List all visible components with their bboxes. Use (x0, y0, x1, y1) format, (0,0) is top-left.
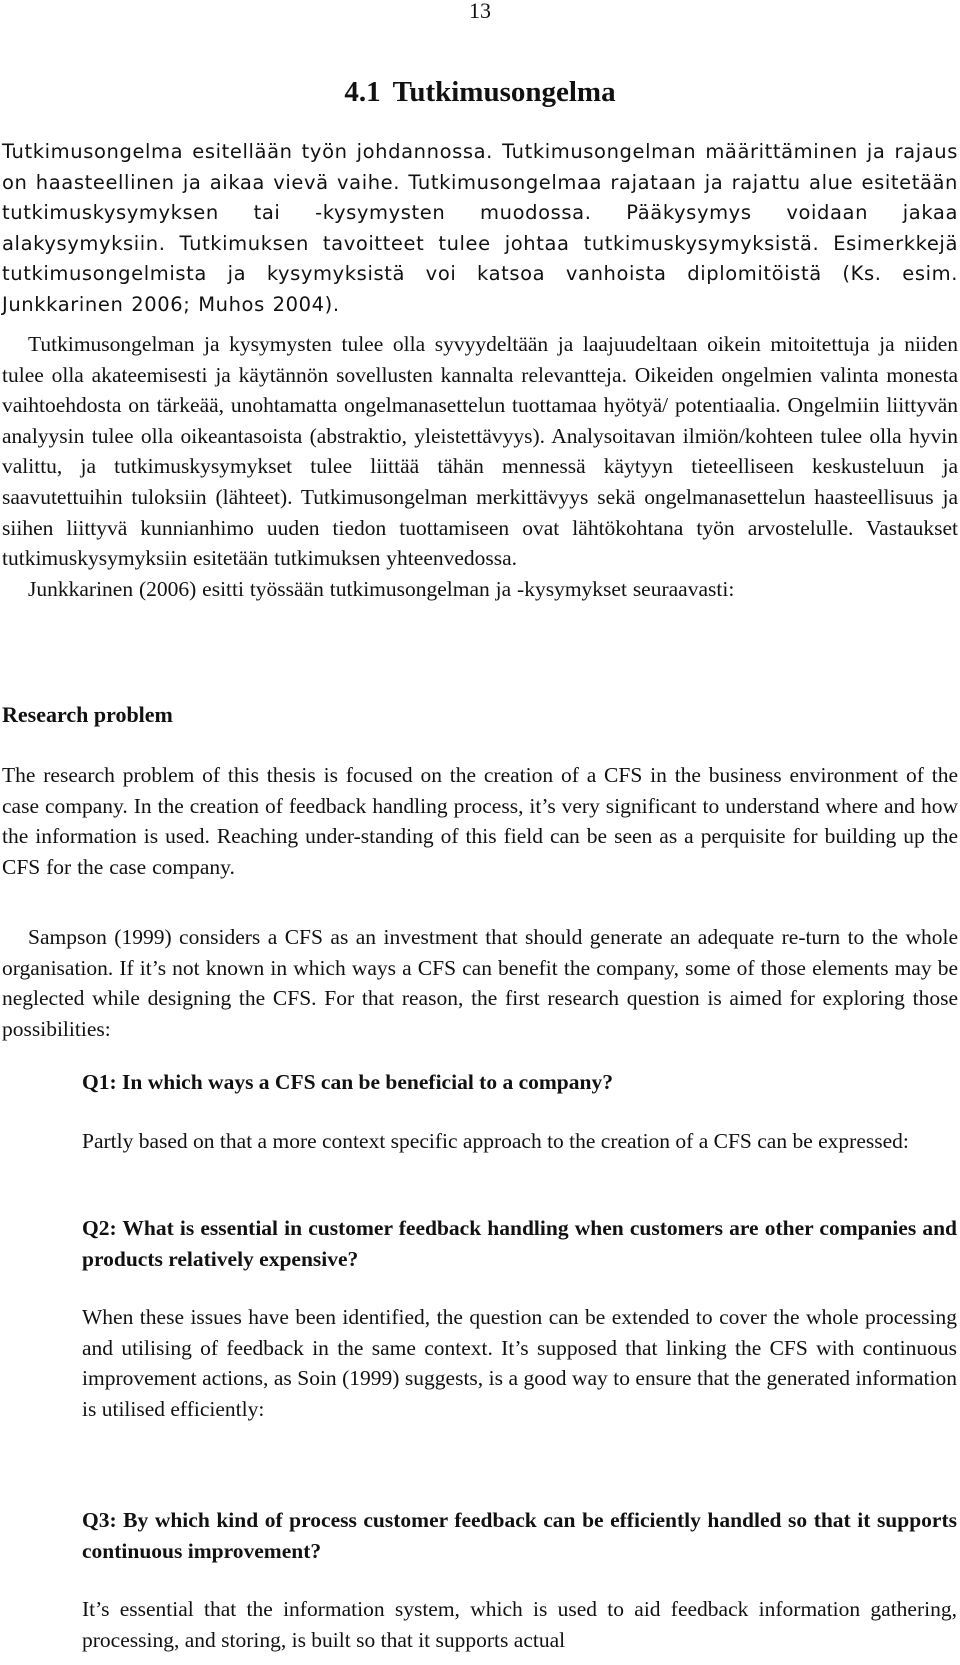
finnish-body-text (2, 329, 958, 604)
section-title: Tutkimusongelma (392, 76, 616, 108)
finnish-paragraph-2: Tutkimusongelman ja kysymysten tulee olla syvyydeltään ja laajuudeltaan oikein mitoitettuja ja niiden tulee olla akateemisesti ja käytännön sovellusten kannalta relevantteja. Oikeiden ongelmien valinta monesta vaihtoehdosta on tärkeää, unohtamatta ongelmanasettelun tuottamaa hyötyä/ potentiaalia. Ongelmiin liittyvän analyysin tulee olla oikeantasoista (abstraktio, yleistettävyys). Analysoitavan ilmiön/kohteen tulee olla hyvin valittu, ja tutkimuskysymykset tulee liittää tähän mennessä käytyyn tieteelliseen keskusteluun ja saavutettuihin tuloksiin (lähteet). Tutkimusongelman merkittävyys sekä ongelmanasettelun haasteellisuus ja siihen liittyvä kunnianhimo uuden tiedon tuottamiseen ovat lähtökohtana työn arvostelulle. Vastaukset tutkimuskysymyksiin esitetään tutkimuksen yhteenvedossa. (2, 332, 958, 571)
finnish-paragraph-3: Junkkarinen (2006) esitti työssään tutkimusongelman ja -kysymykset seuraavasti: (28, 576, 735, 601)
finnish-paragraph-1: Tutkimusongelma esitellään työn johdannossa. Tutkimusongelman määrittäminen ja rajaus on haasteellinen ja aikaa vievä vaihe. Tutkimusongelmaa rajataan ja rajattu alue esitetään tutkimuskysymyksen tai -kysymysten muodossa. Pääkysymys voidaan jakaa alakysymyksiin. Tutkimuksen tavoitteet tulee johtaa tutkimuskysymyksistä. Esimerkkejä tutkimusongelmista ja kysymyksistä voi katsoa vanhoista diplomitöistä (Ks. esim. Junkkarinen 2006; Muhos 2004). (2, 140, 958, 316)
section-number: 4.1 (344, 76, 381, 108)
research-question-2: Q2: What is essential in customer feedback handling when customers are other companies and products relatively expensive? (82, 1216, 957, 1271)
research-paragraph-5: It’s essential that the information system, which is used to aid feedback information gathering, processing, and storing, is built so that it supports actual (82, 1597, 957, 1652)
finnish-intro-text (2, 137, 958, 321)
research-question-1: Q1: In which ways a CFS can be beneficial to a company? (82, 1070, 613, 1094)
section-heading (0, 74, 960, 110)
research-paragraph-2: Sampson (1999) considers a CFS as an investment that should generate an adequate re-turn to the whole organisation. If it’s not known in which ways a CFS can benefit the company, some of those elements may be neglected while designing the CFS. For that reason, the first research question is aimed for exploring those possibilities: (2, 925, 958, 1041)
research-problem-text-2 (2, 922, 958, 1044)
research-paragraph-3: Partly based on that a more context specific approach to the creation of a CFS can be expressed: (82, 1129, 909, 1153)
research-problem-text-1 (2, 760, 958, 882)
research-paragraph-4: When these issues have been identified, the question can be extended to cover the whole processing and utilising of feedback in the same context. It’s supposed that linking the CFS with continuous improvement actions, as Soin (1999) suggests, is a good way to ensure that the generated information is utilised efficiently: (82, 1305, 957, 1421)
page-number: 13 (469, 0, 491, 23)
research-paragraph-1: The research problem of this thesis is focused on the creation of a CFS in the business environment of the case company. In the creation of feedback handling process, it’s very significant to understand where and how the information is used. Reaching under-standing of this field can be seen as a perquisite for building up the CFS for the case company. (2, 763, 958, 879)
research-problem-heading: Research problem (2, 702, 173, 727)
research-question-3: Q3: By which kind of process customer feedback can be efficiently handled so that it supports continuous improvement? (82, 1508, 957, 1563)
